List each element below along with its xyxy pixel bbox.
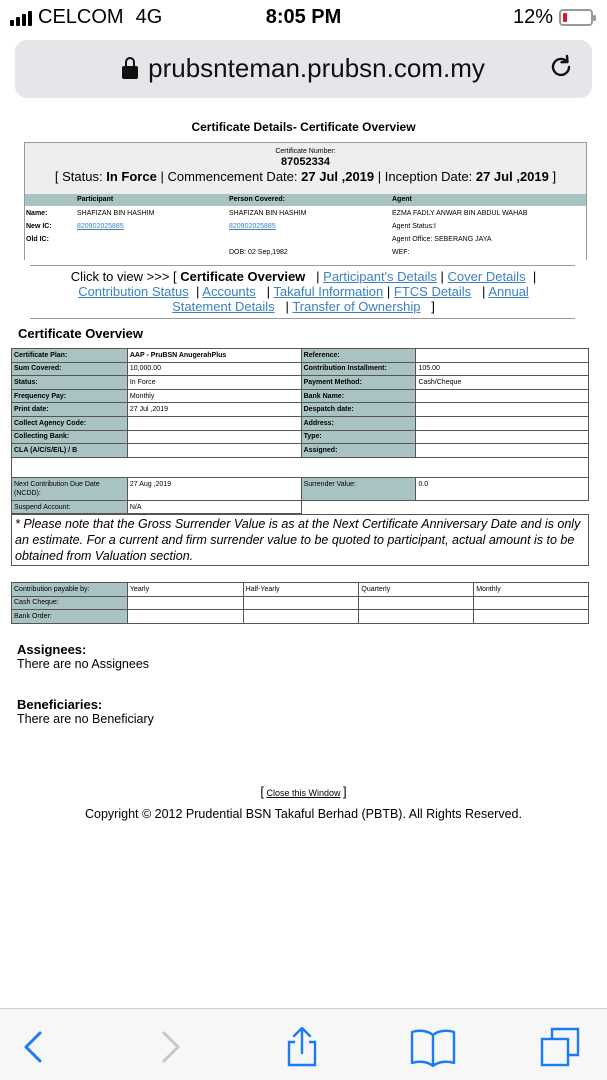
overview-value	[127, 416, 301, 430]
overview-value: Cash/Cheque	[416, 376, 589, 390]
overview-value: AAP - PruBSN AnugerahPlus	[127, 349, 301, 363]
address-bar[interactable]	[15, 40, 592, 98]
carrier-name: CELCOM	[38, 6, 124, 28]
overview-label: Frequency Pay:	[12, 389, 128, 403]
overview-label: Address:	[301, 416, 416, 430]
cash-cheque-label: Cash Cheque:	[12, 596, 128, 610]
share-icon[interactable]	[282, 1027, 322, 1067]
overview-heading: Certificate Overview	[18, 326, 144, 341]
overview-value: 10,000.00	[127, 362, 301, 376]
empty-cell	[301, 500, 588, 514]
overview-label: Status:	[12, 376, 128, 390]
table-cell	[359, 596, 474, 610]
table-cell	[127, 596, 243, 610]
reload-icon[interactable]	[548, 54, 574, 80]
participant-new-ic[interactable]	[77, 223, 124, 230]
nav-pipe: |	[440, 269, 444, 284]
person-covered-dob: DOB: 02 Sep,1982	[229, 249, 288, 256]
overview-label: Assigned:	[301, 444, 416, 458]
nav-pipe: |	[482, 284, 486, 299]
status-bar	[0, 0, 607, 36]
overview-label: Bank Name:	[301, 389, 416, 403]
table-cell	[474, 610, 589, 624]
overview-label: Collecting Bank:	[12, 430, 128, 444]
forward-icon[interactable]	[150, 1027, 190, 1067]
browser-toolbar	[0, 1008, 607, 1080]
back-icon[interactable]	[14, 1027, 54, 1067]
overview-value	[416, 444, 589, 458]
nav-statement-details[interactable]: Statement Details	[172, 299, 275, 314]
inception-date: 27 Jul ,2019	[475, 169, 549, 184]
name-label: Name:	[26, 210, 48, 217]
bookmarks-icon[interactable]	[410, 1027, 456, 1067]
overview-label: Sum Covered:	[12, 362, 128, 376]
separator: |	[160, 169, 164, 184]
nav-takaful-information[interactable]: Takaful Information	[273, 284, 384, 299]
parties-grid	[25, 194, 586, 260]
table-row	[12, 583, 589, 597]
certificate-summary	[24, 142, 587, 260]
overview-value	[416, 416, 589, 430]
table-row	[12, 444, 589, 458]
new-ic-label: New IC:	[26, 223, 52, 230]
nav-pipe: |	[196, 284, 200, 299]
nav-pipe: |	[316, 269, 320, 284]
table-row	[12, 457, 589, 477]
table-row	[12, 403, 589, 417]
bracket-open: [	[54, 169, 59, 184]
lock-icon	[122, 66, 138, 79]
nav-annual[interactable]: Annual	[488, 284, 529, 299]
spacer-cell	[12, 457, 589, 477]
section-nav-line-2	[30, 284, 577, 299]
table-row	[12, 610, 589, 624]
table-cell	[243, 610, 359, 624]
network-type: 4G	[135, 6, 163, 28]
contribution-table	[11, 582, 589, 624]
nav-suffix: ]	[431, 299, 435, 314]
status-right	[513, 6, 593, 29]
person-covered-new-ic-link[interactable]: 820902025885	[229, 223, 276, 230]
commencement-label: Commencement Date:	[167, 169, 298, 184]
section-nav-line-3	[30, 299, 577, 314]
parties-header	[25, 194, 586, 206]
nav-current-certificate-overview: Certificate Overview	[180, 269, 306, 284]
agent-name: EZMA FADLY ANWAR BIN ABDUL WAHAB	[392, 210, 528, 217]
table-cell	[127, 610, 243, 624]
overview-label: Reference:	[301, 349, 416, 363]
overview-label: CLA (A/C/S/E/L) / B	[12, 444, 128, 458]
close-window-link[interactable]: Close this Window	[266, 788, 341, 798]
table-row	[12, 389, 589, 403]
suspend-value: N/A	[127, 500, 301, 514]
overview-value	[416, 403, 589, 417]
contribution-header-label: Contribution payable by:	[12, 583, 128, 597]
tabs-icon[interactable]	[540, 1027, 580, 1067]
assignees-heading: Assignees:	[17, 642, 87, 657]
agent-wef: WEF:	[392, 249, 410, 256]
agent-header: Agent	[392, 196, 412, 203]
nav-participant-details[interactable]: Participant's Details	[323, 269, 437, 284]
assignees-text: There are no Assignees	[17, 657, 150, 671]
participant-new-ic-link[interactable]: 820902025885	[77, 223, 124, 230]
status-label: Status:	[62, 169, 103, 184]
beneficiaries-text: There are no Beneficiary	[17, 712, 154, 726]
overview-label: Despatch date:	[301, 403, 416, 417]
table-row	[12, 416, 589, 430]
overview-label: Certificate Plan:	[12, 349, 128, 363]
certificate-status-line	[25, 169, 586, 184]
overview-table	[11, 348, 589, 514]
table-cell	[474, 596, 589, 610]
divider	[30, 265, 575, 266]
old-ic-label: Old IC:	[26, 236, 49, 243]
participant-header: Participant	[77, 196, 114, 203]
url-display[interactable]	[15, 53, 592, 84]
table-row	[12, 500, 589, 514]
nav-ftcs-details[interactable]: FTCS Details	[393, 284, 472, 299]
close-window-line	[0, 784, 607, 799]
column-header: Half-Yearly	[243, 583, 359, 597]
agent-office: Agent Office: SEBERANG JAYA	[392, 236, 492, 243]
table-cell	[359, 610, 474, 624]
surrender-label: Surrender Value:	[301, 477, 416, 500]
overview-value	[416, 430, 589, 444]
column-header: Monthly	[474, 583, 589, 597]
overview-label: Payment Method:	[301, 376, 416, 390]
nav-pipe: |	[266, 284, 271, 299]
ncdd-label: Next Contribution Due Date (NCDD):	[12, 477, 128, 500]
status-value: In Force	[106, 169, 157, 184]
participant-name: SHAFIZAN BIN HASHIM	[77, 210, 155, 217]
nav-pipe: |	[386, 284, 391, 299]
bracket-open: [	[260, 784, 264, 799]
overview-value	[416, 349, 589, 363]
surrender-value: 0.0	[416, 477, 589, 500]
ncdd-value: 27 Aug ,2019	[127, 477, 301, 500]
separator: |	[377, 169, 382, 184]
person-covered-name: SHAFIZAN BIN HASHIM	[229, 210, 307, 217]
nav-transfer-of-ownership[interactable]: Transfer of Ownership	[292, 299, 421, 314]
overview-value	[127, 430, 301, 444]
divider	[30, 318, 575, 319]
person-covered-new-ic[interactable]	[229, 223, 276, 230]
nav-contribution-status[interactable]: Contribution Status	[78, 284, 189, 299]
nav-cover-details[interactable]: Cover Details	[447, 269, 526, 284]
commencement-date: 27 Jul ,2019	[301, 169, 375, 184]
table-row	[12, 376, 589, 390]
url-text: prubsnteman.prubsn.com.my	[148, 53, 485, 83]
beneficiaries-heading: Beneficiaries:	[17, 697, 103, 712]
table-cell	[243, 596, 359, 610]
bank-order-label: Bank Order:	[12, 610, 128, 624]
bracket-close: ]	[552, 169, 557, 184]
copyright: Copyright © 2012 Prudential BSN Takaful Berhad (PBTB). All Rights Reserved.	[85, 807, 522, 821]
nav-pipe: |	[532, 269, 537, 284]
overview-value: 27 Jul ,2019	[127, 403, 301, 417]
nav-accounts[interactable]: Accounts	[202, 284, 256, 299]
nav-prefix: Click to view >>> [	[70, 269, 177, 284]
page-title: Certificate Details- Certificate Overview	[191, 120, 416, 134]
table-row	[12, 362, 589, 376]
person-covered-header: Person Covered:	[229, 196, 286, 203]
overview-value: Monthly	[127, 389, 301, 403]
surrender-note: * Please note that the Gross Surrender Value is as at the Next Certificate Anniversary Date and is only an estimate. For a current and firm surrender value to be quoted to participant, actual amount is to be obtained from Valuation section.	[11, 514, 589, 566]
bracket-close: ]	[343, 784, 347, 799]
table-row	[12, 596, 589, 610]
battery-icon	[559, 9, 593, 26]
overview-label: Collect Agency Code:	[12, 416, 128, 430]
inception-label: Inception Date:	[384, 169, 473, 184]
overview-value: 105.00	[416, 362, 589, 376]
agent-status: Agent Status:I	[392, 223, 436, 230]
overview-label: Contribution Installment:	[301, 362, 416, 376]
overview-label: Type:	[301, 430, 416, 444]
battery-percent: 12%	[512, 6, 553, 28]
suspend-label: Suspend Account:	[12, 500, 128, 514]
column-header: Quarterly	[359, 583, 474, 597]
overview-value: In Force	[127, 376, 301, 390]
certificate-number-label: Certificate Number:	[275, 148, 336, 155]
table-row	[12, 349, 589, 363]
table-row	[12, 430, 589, 444]
section-nav-line-1	[30, 269, 577, 284]
overview-value	[127, 444, 301, 458]
nav-pipe: |	[285, 299, 289, 314]
overview-label: Print date:	[12, 403, 128, 417]
column-header: Yearly	[127, 583, 243, 597]
clock: 8:05 PM	[265, 6, 342, 28]
certificate-number: 87052334	[281, 156, 330, 168]
table-row	[12, 477, 589, 500]
overview-value	[416, 389, 589, 403]
